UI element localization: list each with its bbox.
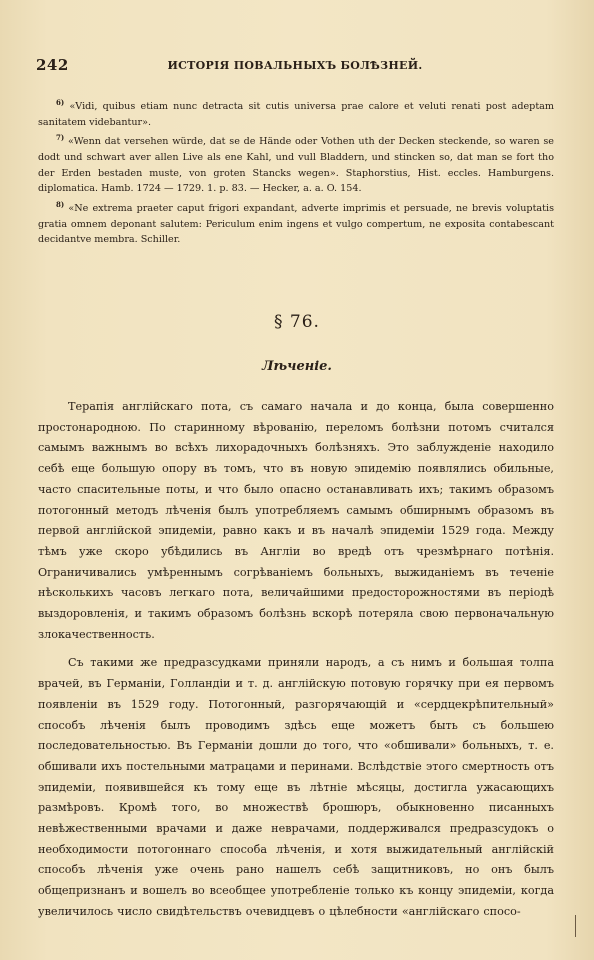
footnote-6: [38, 95, 554, 130]
footnote-8: [38, 197, 554, 248]
section-number: § 76.: [274, 312, 320, 332]
footnote-marker: 8): [56, 199, 65, 209]
margin-mark: [575, 915, 576, 937]
paragraph: Съ такими же предразсудками приняли народъ, а съ нимъ и большая толпа врачей, въ Германіи, Голландіи и т. д. англійскую потовую горячку при ея первомъ появленіи въ 1529 году. Потогонный, разгорячающій и «сердцекрѣпительный» способъ лѣченія былъ проводимъ здѣсь еще можетъ быть съ большею последовательностью. Въ Германіи дошли до того, что «обшивали» больныхъ, т. е. обшивали ихъ постельными матрацами и перинами. Вслѣдствіе этого смертность отъ эпидеміи, появившейся къ тому еще въ лѣтніе мѣсяцы, достигла ужасающихъ размѣровъ. Кромѣ того, во множествѣ брошюръ, обыкновенно писанныхъ невѣжественными врачами и даже неврачами, поддерживался предразсудокъ о необходимости потогоннаго способа лѣченія, и хотя выжидательный англійскій способъ лѣченія уже очень рано нашелъ себѣ защитниковъ, но онъ былъ общепризнанъ и вошелъ во всеобщее употребленіе только къ концу эпидеміи, когда увеличилось число свидѣтельствъ очевидцевъ о цѣлебности «англійскаго спосо-: [38, 656, 554, 918]
body-text: [38, 397, 554, 923]
footnote-text: «Wenn dat versehen würde, dat se de Hände oder Vothen uth der Decken steckende, so waren se dodt und schwart aver allen Live als ene Kahl, und vull Bladdern, und stincken so, dat man se fort tho der Erden bestaden muste, von groten Stancks wegen». Staphorstius, Hist. eccles. Hamburgens. diplomatica. Hamb. 1724 — 1729. 1. p. 83. — Hecker, a. a. O. 154.: [38, 136, 554, 195]
paragraph: Терапія англійскаго пота, съ самаго начала и до конца, была совершенно простонародною. По старинному вѣрованію, переломъ болѣзни потомъ считался самымъ важнымъ во всѣхъ лихорадочныхъ болѣзняхъ. Это заблужденіе находило себѣ еще большую опору въ томъ, что въ новую эпидемію появлялись обильные, часто спасительные поты, и что было опасно останавливать ихъ; такимъ образомъ потогонный методъ лѣченія былъ употребляемъ самымъ обширнымъ образомъ въ первой англійской эпидеміи, равно какъ и въ началѣ эпидеміи 1529 года. Между тѣмъ уже скоро убѣдились въ Англіи во вредѣ отъ чрезмѣрнаго потѣнія. Ограничивались умѣреннымъ согрѣваніемъ больныхъ, выжиданіемъ въ теченіе нѣсколькихъ часовъ легкаго пота, величайшими предосторожностями въ періодѣ выздоровленія, и такимъ образомъ болѣзнь вскорѣ потеряла свою первоначальную злокачественность.: [38, 400, 554, 641]
footnote-text: «Vidi, quibus etiam nunc detracta sit cutis universa prae calore et veluti renati post adeptam sanitatem videbantur».: [38, 101, 554, 128]
footnotes: [38, 95, 554, 248]
footnote-7: [38, 130, 554, 197]
page-number: 242: [36, 56, 69, 74]
footnote-marker: 6): [56, 98, 65, 107]
footnote-marker: 7): [56, 133, 65, 143]
page-header: [36, 56, 554, 76]
section-title: Лѣченіе.: [262, 359, 332, 374]
footnote-text: «Ne extrema praeter caput frigori expandant, adverte imprimis et persuade, ne brevis voluptatis gratia omnem deponant salutem: Periculum enim ingens et vulgo compertum, ne exposita contabescant decidantve membra. Schiller.: [38, 203, 554, 246]
running-title: ИСТОРІЯ ПОВАЛЬНЫХЪ БОЛѢЗНЕЙ.: [167, 59, 423, 72]
